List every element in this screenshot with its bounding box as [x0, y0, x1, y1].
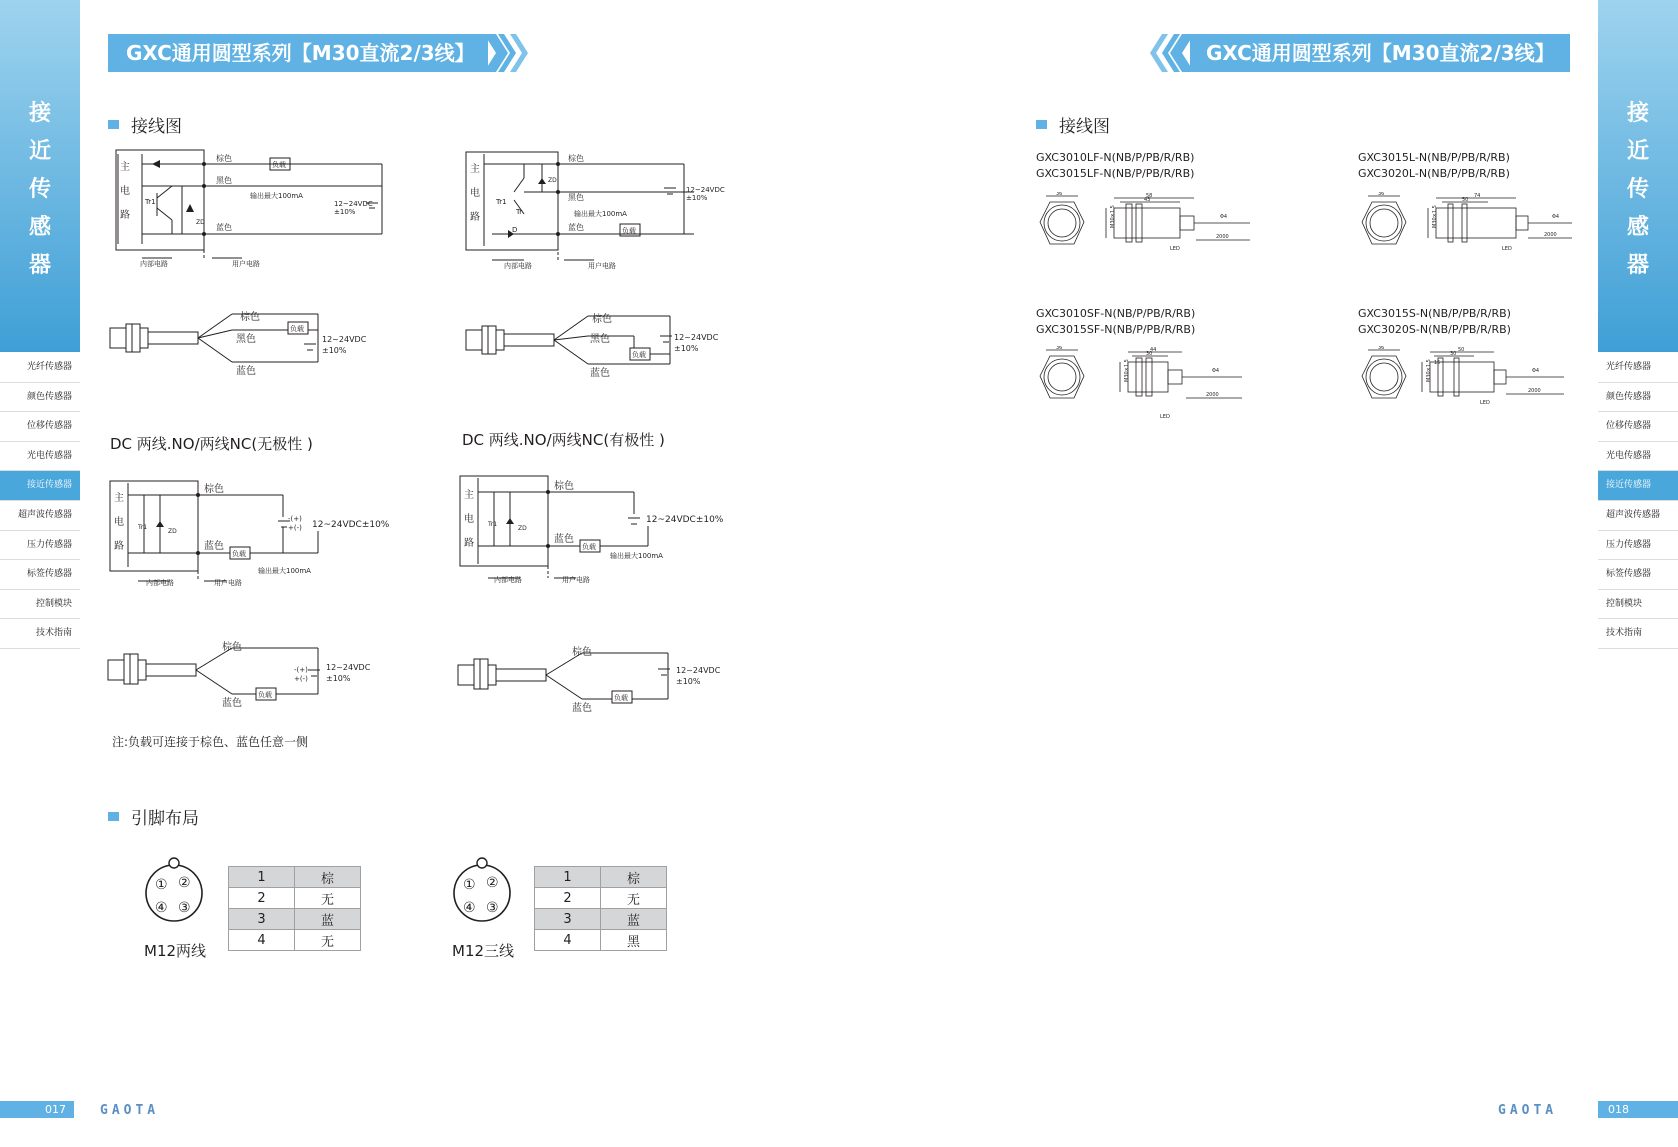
side-title-char: 感	[28, 215, 51, 240]
side-title-char: 近	[28, 139, 51, 164]
blue-label: 蓝色	[222, 698, 242, 709]
dim-label: 36	[1378, 192, 1385, 197]
sensor-wiring-two-wire-polar	[456, 645, 746, 720]
dim-label: 2000	[1206, 392, 1219, 398]
polarity-label: -(+)	[288, 515, 302, 523]
main-label: 路	[464, 538, 474, 549]
table-row	[229, 888, 361, 909]
section-title: 接线图	[1059, 117, 1110, 137]
nav-item-photoelectric[interactable]: 光电传感器	[0, 442, 80, 472]
model-line: GXC3015SF-N(NB/P/PB/R/RB)	[1036, 323, 1196, 336]
model-list-4	[1358, 306, 1511, 338]
brand-logo-left: GAOTA	[100, 1103, 160, 1118]
circuit-diagram-two-wire-nonpolar	[108, 477, 398, 592]
nav-item-photoelectric[interactable]: 光电传感器	[1598, 442, 1678, 472]
brand-logo-right: GAOTA	[1498, 1103, 1558, 1118]
main-label: 电	[120, 186, 130, 197]
side-title-char: 感	[1626, 215, 1649, 240]
wiring-heading-right	[1036, 112, 1110, 137]
side-title-char: 接	[28, 101, 51, 126]
pin-number: ②	[486, 875, 499, 891]
nav-item-proximity[interactable]: 接近传感器	[0, 471, 80, 501]
user-label: 用户电路	[214, 579, 242, 587]
pin-number: ④	[155, 900, 168, 916]
nav-item-ultrasonic[interactable]: 超声波传感器	[1598, 501, 1678, 531]
voltage-label: 12~24VDC	[674, 333, 719, 342]
black-label: 黑色	[236, 334, 256, 345]
page-number-left: 017	[0, 1101, 74, 1118]
main-label: 电	[464, 514, 474, 525]
pin-table-two-wire	[228, 866, 361, 951]
nav-item-color[interactable]: 颜色传感器	[1598, 383, 1678, 413]
zd-label: ZD	[518, 525, 527, 532]
internal-label: 内部电路	[146, 579, 174, 587]
pin-cell: 3	[535, 909, 601, 930]
left-side-nav	[0, 353, 80, 649]
nav-item-displacement[interactable]: 位移传感器	[1598, 412, 1678, 442]
dimension-drawing-l	[1358, 192, 1588, 272]
left-side-title	[0, 95, 80, 285]
user-label: 用户电路	[562, 576, 590, 584]
brown-label: 棕色	[216, 154, 232, 163]
output-max-label: 输出最大100mA	[574, 210, 627, 218]
internal-label: 内部电路	[504, 262, 532, 270]
banner-chevron-icon	[484, 34, 534, 72]
model-list-1	[1036, 150, 1194, 182]
brown-label: 棕色	[592, 314, 612, 325]
model-list-3	[1036, 306, 1195, 338]
load-label: 负载	[632, 351, 646, 359]
black-label: 黑色	[590, 334, 610, 345]
blue-label: 蓝色	[568, 223, 584, 232]
nav-item-pressure[interactable]: 压力传感器	[0, 531, 80, 561]
model-line: GXC3010SF-N(NB/P/PB/R/RB)	[1036, 307, 1196, 320]
color-cell: 蓝	[601, 909, 667, 930]
brown-label: 棕色	[240, 312, 260, 323]
dim-label: 30	[1146, 351, 1153, 357]
nav-item-fiber[interactable]: 光纤传感器	[0, 353, 80, 383]
dim-label: M30×1.5	[1426, 359, 1432, 382]
model-line: GXC3010LF-N(NB/P/PB/R/RB)	[1036, 151, 1195, 164]
model-list-2	[1358, 150, 1510, 182]
dim-label: Φ4	[1532, 368, 1540, 374]
zd-label: ZD	[196, 219, 205, 226]
nav-item-guide[interactable]: 技术指南	[1598, 619, 1678, 649]
circuit-diagram-two-wire-polar	[458, 474, 748, 589]
section-marker-icon	[108, 812, 119, 821]
tolerance-label: ±10%	[334, 208, 356, 216]
pin-number: ③	[486, 900, 499, 916]
color-cell: 无	[601, 888, 667, 909]
page-number-right: 018	[1598, 1101, 1678, 1118]
black-label: 黑色	[216, 176, 232, 185]
color-cell: 无	[295, 888, 361, 909]
dim-label: 2000	[1528, 388, 1541, 394]
dim-label: 36	[1056, 346, 1063, 351]
dim-label: Φ4	[1220, 214, 1228, 220]
dim-label: 30	[1450, 351, 1457, 357]
blue-label: 蓝色	[204, 541, 224, 552]
black-label: 黑色	[568, 193, 584, 202]
user-label: 用户电路	[232, 260, 260, 268]
caption-nonpolar: DC 两线.NO/两线NC(无极性 )	[110, 435, 313, 453]
internal-label: 内部电路	[140, 260, 168, 268]
circuit-diagram-pnp	[464, 148, 744, 273]
color-cell: 黑	[601, 930, 667, 951]
dim-label: 58	[1146, 193, 1153, 199]
table-row	[229, 909, 361, 930]
brown-label: 棕色	[222, 642, 242, 653]
left-banner-title: GXC通用圆型系列【M30直流2/3线】	[108, 34, 488, 72]
dim-label: 50	[1462, 197, 1469, 203]
dim-label: LED	[1480, 400, 1490, 406]
zd-label: ZD	[548, 177, 557, 184]
pin-cell: 4	[229, 930, 295, 951]
color-cell: 无	[295, 930, 361, 951]
nav-item-label[interactable]: 标签传感器	[1598, 560, 1678, 590]
tolerance-label: ±10%	[686, 194, 708, 202]
load-label: 负载	[290, 325, 304, 333]
dim-label: LED	[1170, 246, 1180, 252]
tr-label: Tr	[516, 208, 523, 216]
wiring-heading-left	[108, 112, 182, 137]
table-row	[535, 888, 667, 909]
tr-label: Tr1	[145, 198, 156, 206]
side-title-char: 传	[1626, 177, 1649, 202]
table-row	[229, 930, 361, 951]
voltage-label: 12~24VDC	[326, 663, 371, 672]
tr-label: Tr1	[496, 198, 507, 206]
model-line: GXC3015L-N(NB/P/PB/R/RB)	[1358, 151, 1510, 164]
side-title-char: 近	[1626, 139, 1649, 164]
color-cell: 棕	[601, 867, 667, 888]
pin-cell: 1	[535, 867, 601, 888]
load-label: 负载	[582, 543, 596, 551]
table-row	[535, 909, 667, 930]
blue-label: 蓝色	[236, 366, 256, 377]
dimension-drawing-lf	[1036, 192, 1266, 272]
dim-label: M30×1.5	[1432, 205, 1438, 228]
model-line: GXC3015LF-N(NB/P/PB/R/RB)	[1036, 167, 1195, 180]
output-max-label: 输出最大100mA	[250, 192, 303, 200]
blue-label: 蓝色	[554, 534, 574, 545]
right-side-title	[1598, 95, 1678, 285]
nav-item-proximity[interactable]: 接近传感器	[1598, 471, 1678, 501]
section-marker-icon	[108, 120, 119, 129]
voltage-label: 12~24VDC	[686, 186, 725, 194]
dim-label: 36	[1378, 346, 1385, 351]
load-note: 注:负载可连接于棕色、蓝色任意一侧	[112, 735, 309, 749]
tolerance-label: ±10%	[676, 677, 701, 686]
blue-label: 蓝色	[572, 703, 592, 714]
side-title-char: 传	[28, 177, 51, 202]
main-label: 主	[114, 493, 124, 504]
right-banner-title: GXC通用圆型系列【M30直流2/3线】	[1190, 34, 1570, 72]
polarity-label: +(-)	[288, 524, 302, 532]
blue-label: 蓝色	[216, 223, 232, 232]
voltage-label: 12~24VDC±10%	[646, 515, 724, 525]
side-title-char: 器	[28, 253, 51, 278]
dim-label: 15	[1434, 360, 1441, 366]
section-title: 接线图	[131, 117, 182, 137]
load-label: 负载	[258, 691, 272, 699]
load-label: 负载	[614, 694, 628, 702]
dim-label: Φ4	[1212, 368, 1220, 374]
pin-table-three-wire	[534, 866, 667, 951]
section-title: 引脚布局	[131, 809, 199, 829]
dim-label: 2000	[1216, 234, 1229, 240]
m12-connector-three-wire-icon	[450, 853, 514, 923]
dim-label: 43	[1144, 197, 1151, 203]
section-marker-icon	[1036, 120, 1047, 129]
pin-cell: 2	[535, 888, 601, 909]
side-title-char: 接	[1626, 101, 1649, 126]
left-side-tab	[0, 0, 80, 352]
main-label: 路	[120, 210, 130, 221]
user-label: 用户电路	[588, 262, 616, 270]
pin-number: ①	[463, 877, 476, 893]
dim-label: 44	[1150, 347, 1157, 353]
table-row	[535, 930, 667, 951]
brown-label: 棕色	[204, 484, 224, 495]
table-row	[535, 867, 667, 888]
voltage-label: 12~24VDC	[676, 666, 721, 675]
voltage-label: 12~24VDC±10%	[312, 520, 390, 530]
output-max-label: 输出最大100mA	[258, 567, 311, 575]
pin-number: ③	[178, 900, 191, 916]
pin-cell: 1	[229, 867, 295, 888]
main-label: 路	[470, 212, 480, 223]
load-label: 负载	[272, 161, 286, 169]
load-label: 负载	[622, 227, 636, 235]
dim-label: M30×1.5	[1124, 359, 1130, 382]
dim-label: 36	[1056, 192, 1063, 197]
pin-cell: 4	[535, 930, 601, 951]
side-title-char: 器	[1626, 253, 1649, 278]
table-row	[229, 867, 361, 888]
main-label: 电	[114, 517, 124, 528]
dim-label: LED	[1502, 246, 1512, 252]
d-label: D	[512, 226, 518, 234]
zd-label: ZD	[168, 528, 177, 535]
dim-label: LED	[1160, 414, 1170, 420]
internal-label: 内部电路	[494, 576, 522, 584]
tolerance-label: ±10%	[326, 674, 351, 683]
nav-item-label[interactable]: 标签传感器	[0, 560, 80, 590]
brown-label: 棕色	[568, 154, 584, 163]
pin-layout-name: M12三线	[452, 942, 515, 960]
dim-label: 50	[1458, 347, 1465, 353]
pin-cell: 3	[229, 909, 295, 930]
pin-number: ①	[155, 877, 168, 893]
dim-label: Φ4	[1552, 214, 1560, 220]
nav-item-pressure[interactable]: 压力传感器	[1598, 531, 1678, 561]
pin-heading	[108, 804, 199, 829]
model-line: GXC3020S-N(NB/P/PB/R/RB)	[1358, 323, 1511, 336]
dimension-drawing-s	[1358, 346, 1588, 426]
voltage-label: 12~24VDC	[334, 200, 373, 208]
nav-item-displacement[interactable]: 位移传感器	[0, 412, 80, 442]
pin-cell: 2	[229, 888, 295, 909]
main-label: 主	[120, 162, 130, 173]
pin-number: ②	[178, 875, 191, 891]
pin-layout-name: M12两线	[144, 942, 207, 960]
model-line: GXC3020L-N(NB/P/PB/R/RB)	[1358, 167, 1510, 180]
nav-item-color[interactable]: 颜色传感器	[0, 383, 80, 413]
circuit-diagram-npn	[112, 148, 402, 273]
sensor-wiring-two-wire-nonpolar	[106, 640, 396, 715]
nav-item-ultrasonic[interactable]: 超声波传感器	[0, 501, 80, 531]
polarity-label: +(-)	[294, 675, 308, 683]
dim-label: M30×1.5	[1110, 205, 1116, 228]
polarity-label: -(+)	[294, 666, 308, 674]
main-label: 主	[470, 164, 480, 175]
voltage-label: 12~24VDC	[322, 335, 367, 344]
color-cell: 棕	[295, 867, 361, 888]
nav-item-guide[interactable]: 技术指南	[0, 619, 80, 649]
m12-connector-two-wire-icon	[142, 853, 206, 923]
caption-polar: DC 两线.NO/两线NC(有极性 )	[462, 431, 665, 449]
pin-number: ④	[463, 900, 476, 916]
main-label: 路	[114, 541, 124, 552]
tolerance-label: ±10%	[322, 346, 347, 355]
tr-label: Tr1	[488, 521, 498, 528]
blue-label: 蓝色	[590, 368, 610, 379]
right-side-nav	[1598, 353, 1678, 649]
tr-label: Tr1	[138, 524, 148, 531]
right-side-tab	[1598, 0, 1678, 352]
sensor-wiring-pnp	[464, 310, 734, 380]
sensor-wiring-npn	[108, 308, 378, 378]
nav-item-control[interactable]: 控制模块	[1598, 590, 1678, 620]
nav-item-fiber[interactable]: 光纤传感器	[1598, 353, 1678, 383]
banner-chevron-icon	[1144, 34, 1194, 72]
nav-item-control[interactable]: 控制模块	[0, 590, 80, 620]
load-label: 负载	[232, 550, 246, 558]
dimension-drawing-sf	[1036, 346, 1266, 426]
color-cell: 蓝	[295, 909, 361, 930]
tolerance-label: ±10%	[674, 344, 699, 353]
dim-label: 2000	[1544, 232, 1557, 238]
main-label: 电	[470, 188, 480, 199]
brown-label: 棕色	[572, 647, 592, 658]
brown-label: 棕色	[554, 481, 574, 492]
output-max-label: 输出最大100mA	[610, 552, 663, 560]
main-label: 主	[464, 490, 474, 501]
model-line: GXC3015S-N(NB/P/PB/R/RB)	[1358, 307, 1511, 320]
dim-label: 74	[1474, 193, 1481, 199]
